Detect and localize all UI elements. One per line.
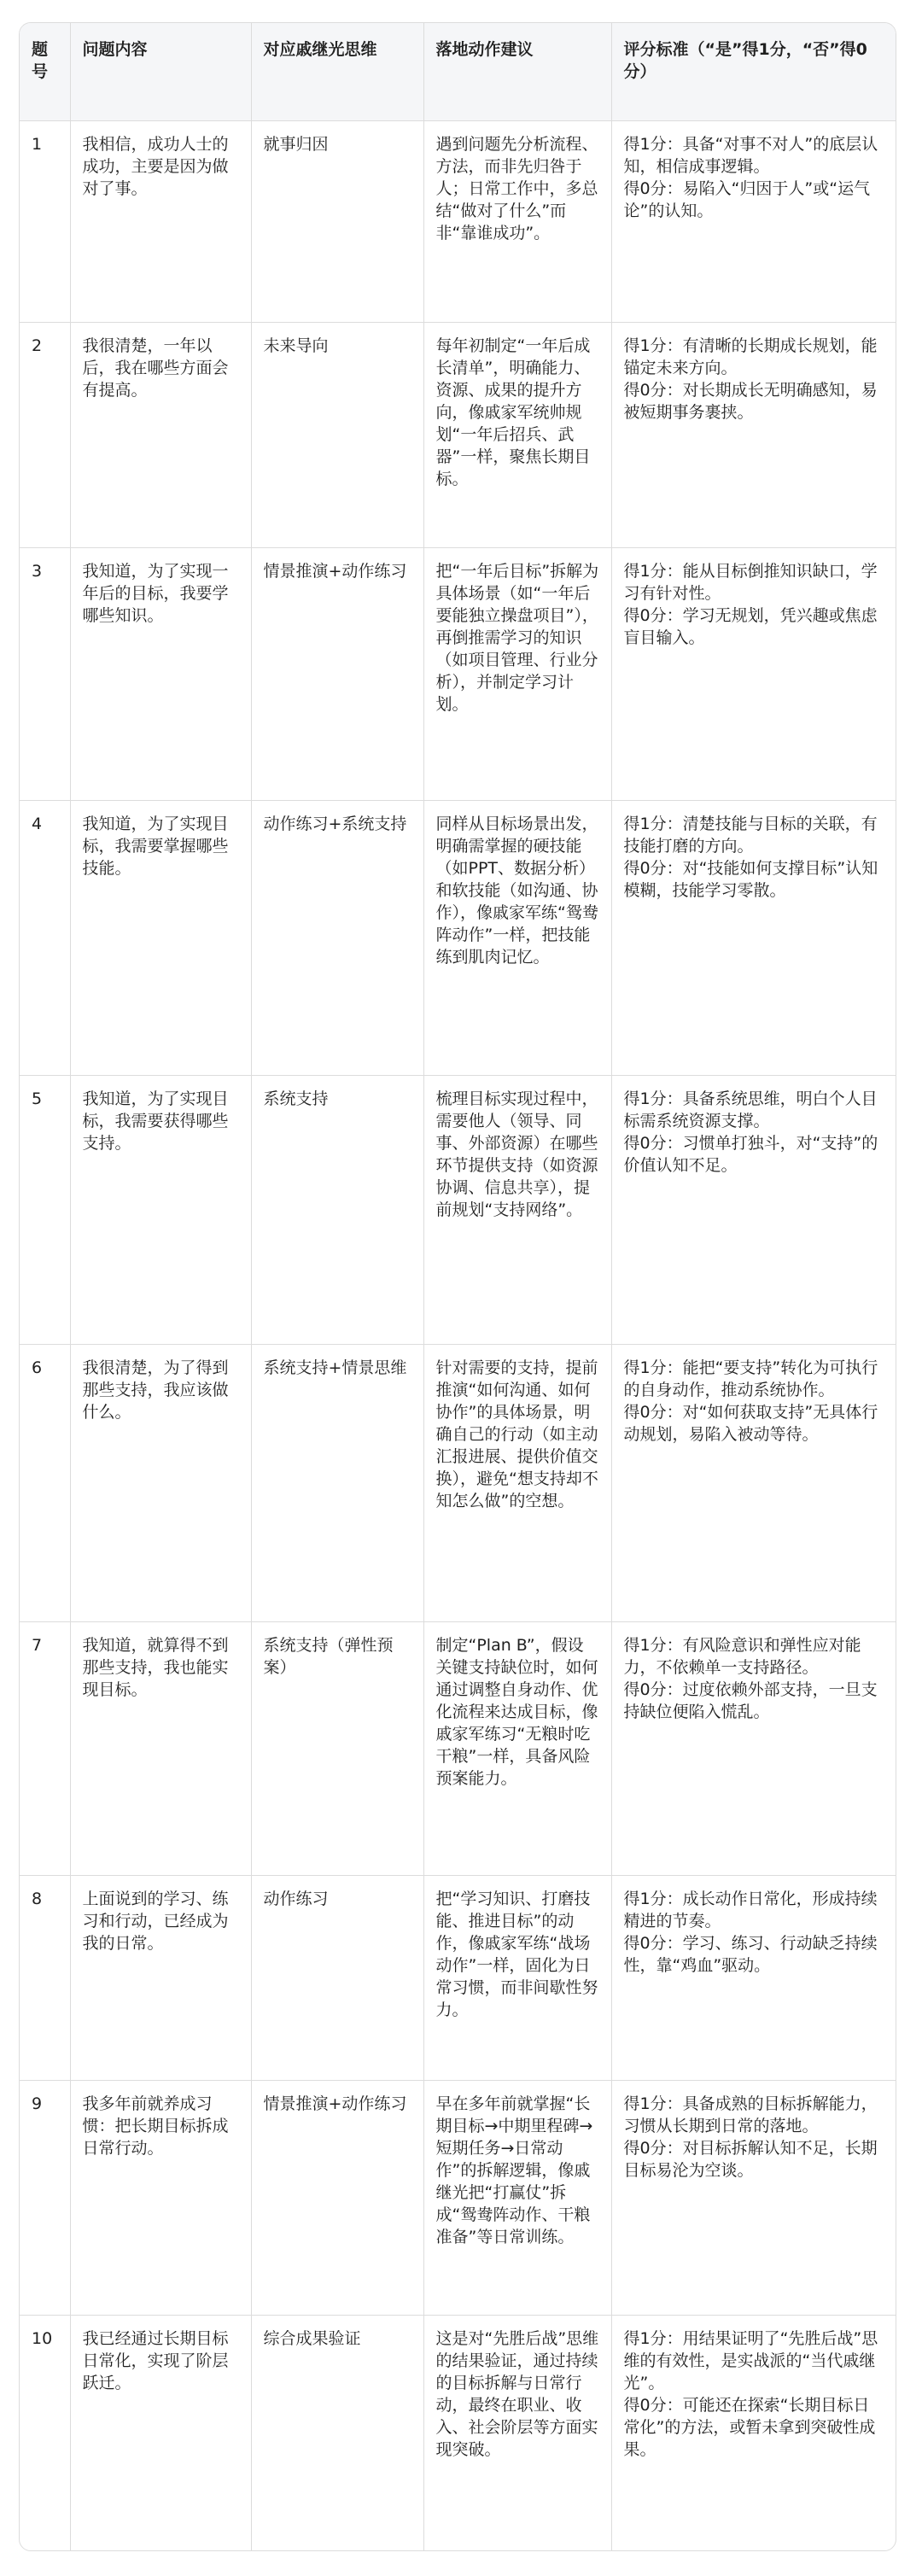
cell-action: 制定“Plan B”，假设关键支持缺位时，如何通过调整自身动作、优化流程来达成目标，像戚家军练习“无粮时吃干粮”一样，具备风险预案能力。 [423, 1621, 611, 1875]
table-row [20, 322, 896, 547]
cell-criteria: 得1分：用结果证明了“先胜后战”思维的有效性，是实战派的“当代戚继光”。 得0分：可能还在探索“长期目标日常化”的方法，或暂未拿到突破性成果。 [611, 2315, 896, 2551]
cell-thinking: 就事归因 [251, 120, 423, 322]
table-row [20, 1075, 896, 1344]
table-row [20, 120, 896, 322]
header-thinking: 对应戚继光思维 [251, 23, 423, 120]
cell-question: 我很清楚，一年以后，我在哪些方面会有提高。 [70, 322, 251, 547]
cell-thinking: 系统支持（弹性预案） [251, 1621, 423, 1875]
cell-question: 我知道，为了实现目标，我需要掌握哪些技能。 [70, 800, 251, 1075]
cell-no: 5 [20, 1075, 70, 1344]
cell-thinking: 系统支持 [251, 1075, 423, 1344]
cell-criteria: 得1分：能从目标倒推知识缺口，学习有针对性。 得0分：学习无规划，凭兴趣或焦虑盲目输入。 [611, 547, 896, 800]
table-row [20, 1621, 896, 1875]
cell-question: 我知道，为了实现目标，我需要获得哪些支持。 [70, 1075, 251, 1344]
cell-criteria: 得1分：清楚技能与目标的关联，有技能打磨的方向。 得0分：对“技能如何支撑目标”认知模糊，技能学习零散。 [611, 800, 896, 1075]
table-row [20, 800, 896, 1075]
table-header-row [20, 23, 896, 120]
cell-no: 10 [20, 2315, 70, 2551]
table-row [20, 1875, 896, 2080]
cell-question: 我相信，成功人士的成功，主要是因为做对了事。 [70, 120, 251, 322]
cell-no: 7 [20, 1621, 70, 1875]
cell-no: 6 [20, 1344, 70, 1621]
cell-thinking: 动作练习+系统支持 [251, 800, 423, 1075]
cell-action: 针对需要的支持，提前推演“如何沟通、如何协作”的具体场景，明确自己的行动（如主动汇报进展、提供价值交换），避免“想支持却不知怎么做”的空想。 [423, 1344, 611, 1621]
cell-question: 我已经通过长期目标日常化，实现了阶层跃迁。 [70, 2315, 251, 2551]
cell-question: 上面说到的学习、练习和行动，已经成为我的日常。 [70, 1875, 251, 2080]
cell-thinking: 综合成果验证 [251, 2315, 423, 2551]
cell-action: 把“学习知识、打磨技能、推进目标”的动作，像戚家军练“战场动作”一样，固化为日常习惯，而非间歇性努力。 [423, 1875, 611, 2080]
table-row [20, 547, 896, 800]
table-row [20, 2080, 896, 2315]
cell-no: 1 [20, 120, 70, 322]
cell-criteria: 得1分：成长动作日常化，形成持续精进的节奏。 得0分：学习、练习、行动缺乏持续性，靠“鸡血”驱动。 [611, 1875, 896, 2080]
cell-no: 3 [20, 547, 70, 800]
cell-thinking: 动作练习 [251, 1875, 423, 2080]
header-action: 落地动作建议 [423, 23, 611, 120]
cell-criteria: 得1分：具备成熟的目标拆解能力，习惯从长期到日常的落地。 得0分：对目标拆解认知不足，长期目标易沦为空谈。 [611, 2080, 896, 2315]
cell-question: 我很清楚，为了得到那些支持，我应该做什么。 [70, 1344, 251, 1621]
cell-action: 每年初制定“一年后成长清单”，明确能力、资源、成果的提升方向，像戚家军统帅规划“一年后招兵、武器”一样，聚焦长期目标。 [423, 322, 611, 547]
header-no: 题号 [20, 23, 70, 120]
cell-question: 我知道，就算得不到那些支持，我也能实现目标。 [70, 1621, 251, 1875]
cell-no: 4 [20, 800, 70, 1075]
header-question: 问题内容 [70, 23, 251, 120]
cell-question: 我多年前就养成习惯：把长期目标拆成日常行动。 [70, 2080, 251, 2315]
table-row [20, 1344, 896, 1621]
table-row [20, 2315, 896, 2551]
cell-thinking: 未来导向 [251, 322, 423, 547]
cell-action: 早在多年前就掌握“长期目标→中期里程碑→短期任务→日常动作”的拆解逻辑，像戚继光把“打赢仗”拆成“鸳鸯阵动作、干粮准备”等日常训练。 [423, 2080, 611, 2315]
cell-thinking: 系统支持+情景思维 [251, 1344, 423, 1621]
cell-action: 梳理目标实现过程中，需要他人（领导、同事、外部资源）在哪些环节提供支持（如资源协调、信息共享），提前规划“支持网络”。 [423, 1075, 611, 1344]
header-criteria: 评分标准（“是”得1分，“否”得0分） [611, 23, 896, 120]
cell-criteria: 得1分：具备“对事不对人”的底层认知，相信成事逻辑。 得0分：易陷入“归因于人”或“运气论”的认知。 [611, 120, 896, 322]
cell-thinking: 情景推演+动作练习 [251, 547, 423, 800]
cell-action: 遇到问题先分析流程、方法，而非先归咎于人；日常工作中，多总结“做对了什么”而非“靠谁成功”。 [423, 120, 611, 322]
cell-no: 2 [20, 322, 70, 547]
cell-action: 把“一年后目标”拆解为具体场景（如“一年后要能独立操盘项目”），再倒推需学习的知识（如项目管理、行业分析），并制定学习计划。 [423, 547, 611, 800]
cell-no: 8 [20, 1875, 70, 2080]
cell-question: 我知道，为了实现一年后的目标，我要学哪些知识。 [70, 547, 251, 800]
cell-criteria: 得1分：能把“要支持”转化为可执行的自身动作，推动系统协作。 得0分：对“如何获取支持”无具体行动规划，易陷入被动等待。 [611, 1344, 896, 1621]
cell-criteria: 得1分：有清晰的长期成长规划，能锚定未来方向。 得0分：对长期成长无明确感知，易被短期事务裹挟。 [611, 322, 896, 547]
assessment-table-container [19, 22, 896, 2551]
assessment-table [20, 23, 896, 2551]
cell-criteria: 得1分：具备系统思维，明白个人目标需系统资源支撑。 得0分：习惯单打独斗，对“支持”的价值认知不足。 [611, 1075, 896, 1344]
cell-thinking: 情景推演+动作练习 [251, 2080, 423, 2315]
cell-action: 同样从目标场景出发，明确需掌握的硬技能（如PPT、数据分析）和软技能（如沟通、协作），像戚家军练“鸳鸯阵动作”一样，把技能练到肌肉记忆。 [423, 800, 611, 1075]
cell-action: 这是对“先胜后战”思维的结果验证，通过持续的目标拆解与日常行动，最终在职业、收入、社会阶层等方面实现突破。 [423, 2315, 611, 2551]
cell-criteria: 得1分：有风险意识和弹性应对能力，不依赖单一支持路径。 得0分：过度依赖外部支持，一旦支持缺位便陷入慌乱。 [611, 1621, 896, 1875]
cell-no: 9 [20, 2080, 70, 2315]
